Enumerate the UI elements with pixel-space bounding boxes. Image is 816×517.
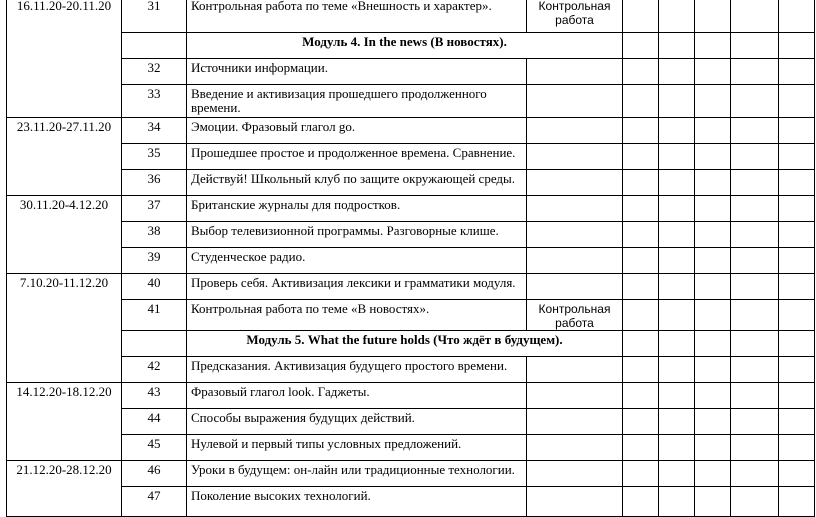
lesson-number: 46 — [122, 461, 187, 487]
table-row — [7, 118, 815, 144]
lesson-number: 44 — [122, 409, 187, 435]
table-row — [7, 196, 815, 222]
table-row — [7, 487, 815, 517]
module-heading: Модуль 4. In the news (В новостях). — [187, 33, 623, 59]
lesson-number: 34 — [122, 118, 187, 144]
date-range: 16.11.20-20.11.20 — [7, 0, 122, 33]
lesson-topic: Действуй! Школьный клуб по защите окружающей среды. — [187, 170, 527, 196]
table-row — [7, 85, 815, 118]
table-row — [7, 300, 815, 331]
lesson-topic: Проверь себя. Активизация лексики и грамматики модуля. — [187, 274, 527, 300]
lesson-topic: Способы выражения будущих действий. — [187, 409, 527, 435]
lesson-topic: Контрольная работа по теме «Внешность и характер». — [187, 0, 527, 33]
date-range: 14.12.20-18.12.20 — [7, 383, 122, 409]
lesson-topic: Источники информации. — [187, 59, 527, 85]
lesson-number: 45 — [122, 435, 187, 461]
table-row — [7, 461, 815, 487]
lesson-topic: Эмоции. Фразовый глагол go. — [187, 118, 527, 144]
table-row — [7, 409, 815, 435]
lesson-topic: Фразовый глагол look. Гаджеты. — [187, 383, 527, 409]
lesson-topic: Прошедшее простое и продолженное времена. Сравнение. — [187, 144, 527, 170]
lesson-topic: Выбор телевизионной программы. Разговорные клише. — [187, 222, 527, 248]
lesson-topic: Уроки в будущем: он-лайн или традиционные технологии. — [187, 461, 527, 487]
table-row — [7, 222, 815, 248]
lesson-topic: Предсказания. Активизация будущего простого времени. — [187, 357, 527, 383]
lesson-number: 41 — [122, 300, 187, 331]
lesson-number: 42 — [122, 357, 187, 383]
lesson-number: 40 — [122, 274, 187, 300]
lesson-topic: Поколение высоких технологий. — [187, 487, 527, 517]
lesson-topic: Студенческое радио. — [187, 248, 527, 274]
lesson-type-line2: работа — [555, 316, 594, 330]
lesson-topic: Введение и активизация прошедшего продолженного времени. — [187, 85, 527, 118]
lesson-number: 33 — [122, 85, 187, 118]
lesson-topic: Британские журналы для подростков. — [187, 196, 527, 222]
table-row — [7, 274, 815, 300]
lesson-number: 47 — [122, 487, 187, 517]
date-range: 30.11.20-4.12.20 — [7, 196, 122, 222]
lesson-type-line1: Контрольная — [538, 0, 611, 13]
table-row — [7, 170, 815, 196]
table-row — [7, 383, 815, 409]
date-range: 23.11.20-27.11.20 — [7, 118, 122, 144]
table-row — [7, 248, 815, 274]
lesson-number: 43 — [122, 383, 187, 409]
table-row — [7, 331, 815, 357]
lesson-number: 37 — [122, 196, 187, 222]
lesson-number: 39 — [122, 248, 187, 274]
lesson-type-line2: работа — [555, 13, 594, 27]
lesson-topic: Нулевой и первый типы условных предложений. — [187, 435, 527, 461]
lesson-number: 36 — [122, 170, 187, 196]
table-row — [7, 357, 815, 383]
table-row — [7, 0, 815, 33]
date-range: 21.12.20-28.12.20 — [7, 461, 122, 487]
lesson-type — [527, 300, 623, 331]
table-row — [7, 33, 815, 59]
table-row — [7, 144, 815, 170]
date-range: 7.10.20-11.12.20 — [7, 274, 122, 300]
table-row — [7, 435, 815, 461]
lesson-type — [527, 0, 623, 33]
module-heading: Модуль 5. What the future holds (Что ждёт в будущем). — [187, 331, 623, 357]
lesson-number: 35 — [122, 144, 187, 170]
lesson-number: 38 — [122, 222, 187, 248]
lesson-type-line1: Контрольная — [538, 302, 611, 316]
lesson-number: 32 — [122, 59, 187, 85]
lesson-number: 31 — [122, 0, 187, 33]
lesson-topic: Контрольная работа по теме «В новостях». — [187, 300, 527, 331]
lesson-plan-table — [6, 0, 815, 517]
table-row — [7, 59, 815, 85]
